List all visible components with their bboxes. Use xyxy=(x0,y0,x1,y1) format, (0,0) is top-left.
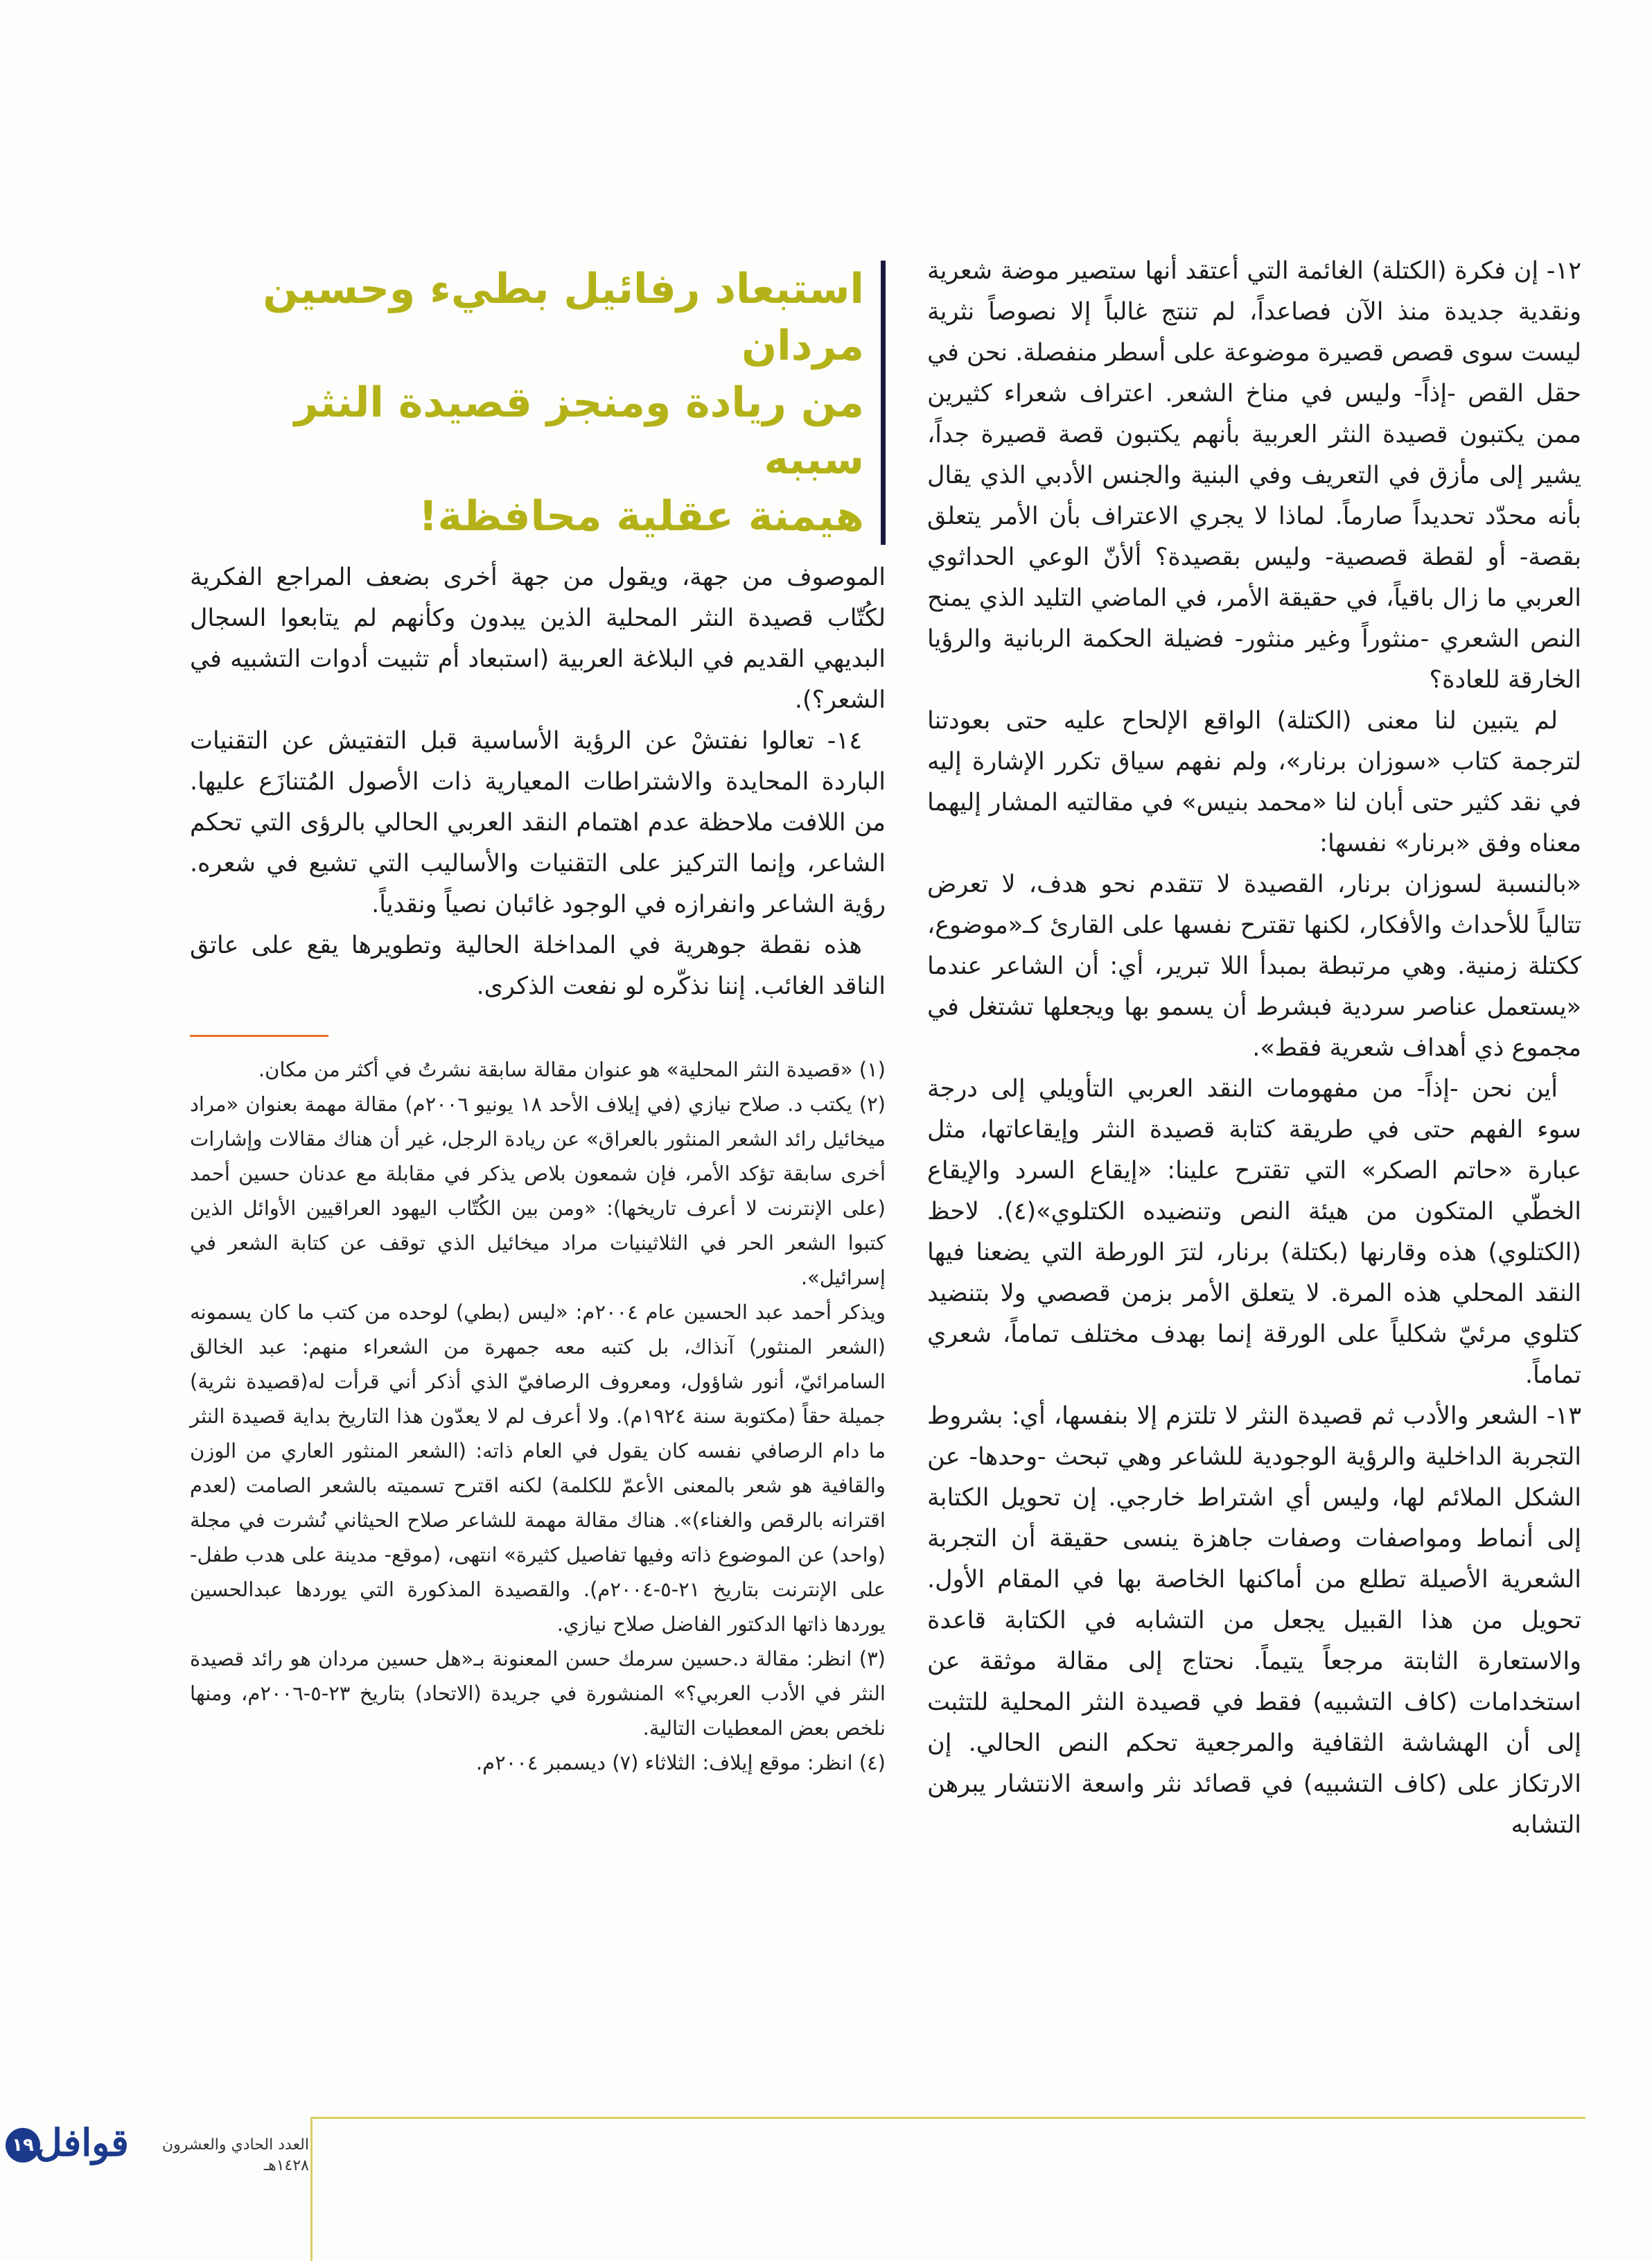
left-column xyxy=(190,261,886,1780)
footer-vertical-rule xyxy=(310,2117,313,2261)
headline-line-1: استبعاد رفائيل بطيء وحسين مردان xyxy=(263,265,864,370)
magazine-logo: قوافل xyxy=(35,2120,129,2165)
paragraph-kutla: لم يتبين لنا معنى (الكتلة) الواقع الإلحاح عليه حتى بعودتنا لترجمة كتاب «سوزان برنار»، ولم نفهم سياق تكرر الإشارة إليه في نقد كثير حتى أبان لنا «محمد بنيس» في مقالتيه المشار إليهما معناه وفق «برنار» نفسها: xyxy=(927,707,1581,857)
footnote-2-continued: ويذكر أحمد عبد الحسين عام ٢٠٠٤م: «ليس (بطي) لوحده من كتب ما كان يسمونه (الشعر المنثور) آنذاك، بل كتبه معه جمهرة من الشعراء منهم: عبد الخالق السامرائيّ، أنور شاؤول، ومعروف الرصافيّ الذي أذكر أني قرأت له(قصيدة نثرية) جميلة حقاً (مكتوبة سنة ١٩٢٤م). ولا أعرف لم لا يعدّون هذا التاريخ بداية قصيدة النثر ما دام الرصافي نفسه كان يقول في العام ذاته: (الشعر المنثور العاري من الوزن والقافية هو شعر بالمعنى الأعمّ للكلمة) لكنه اقترح تسميته بالشعر الصامت (لعدم اقترانه بالرقص والغناء)». هناك مقالة مهمة للشاعر صلاح الحيثاني نُشرت في مجلة (واحد) عن الموضوع ذاته وفيها تفاصيل كثيرة» انتهى، (موقع- مدينة على هدب طفل- على الإنترنت بتاريخ ٢١-٥-٢٠٠٤م). والقصيدة المذكورة التي يوردها عبدالحسين يوردها ذاتها الدكتور الفاضل صلاح نيازي. xyxy=(190,1300,886,1636)
paragraph-conclusion: هذه نقطة جوهرية في المداخلة الحالية وتطويرها يقع على عاتق الناقد الغائب. إننا نذكّره لو نفعت الذكرى. xyxy=(190,932,886,1000)
left-body xyxy=(190,557,886,1007)
paragraph-13: ١٣- الشعر والأدب ثم قصيدة النثر لا تلتزم إلا بنفسها، أي: بشروط التجربة الداخلية والرؤية الوجودية للشاعر وهي تبحث -وحدها- عن الشكل الملائم لها، وليس أي اشتراط خارجي. إن تحويل الكتابة إلى أنماط ومواصفات وصفات جاهزة ينسى حقيقة أن التجربة الشعرية الأصيلة تطلع من أماكنها الخاصة بها في المقام الأول. تحويل من هذا القبيل يجعل من التشابه في الكتابة قاعدة والاستعارة الثابتة مرجعاً يتيماً. نحتاج إلى مقالة موثقة عن استخدامات (كاف التشبيه) فقط في قصيدة النثر المحلية للتثبت إلى أن الهشاشة الثقافية والمرجعية تحكم النص الحالي. إن الارتكاز على (كاف التشبيه) في قصائد نثر واسعة الانتشار يبرهن التشابه xyxy=(927,1402,1581,1839)
footnote-1: (١) «قصيدة النثر المحلية» هو عنوان مقالة سابقة نشرتُ في أكثر من مكان. xyxy=(258,1058,886,1081)
headline-line-3: هيمنة عقلية محافظة! xyxy=(419,492,864,541)
footnote-2: (٢) يكتب د. صلاح نيازي (في إيلاف الأحد ١٨ يونيو ٢٠٠٦م) مقالة مهمة بعنوان «مراد ميخائيل رائد الشعر المنثور بالعراق» عن ريادة الرجل، غير أن هناك مقالات وإشارات أخرى سابقة تؤكد الأمر، فإن شمعون بلاص يذكر في مقابلة مع عدنان حسين أحمد (على الإنترنت لا أعرف تاريخها): «ومن بين الكُتّاب اليهود العراقيين الأوائل الذين كتبوا الشعر الحر في الثلاثينيات مراد ميخائيل الذي توقف عن كتابة الشعر في إسرائيل». xyxy=(190,1092,886,1289)
headline xyxy=(190,261,886,545)
page-number: ١٩ xyxy=(6,2128,40,2163)
footnotes xyxy=(190,1052,886,1780)
footnote-separator xyxy=(190,1035,328,1037)
right-column xyxy=(927,251,1581,1846)
paragraph-14: ١٤- تعالوا نفتشْ عن الرؤية الأساسية قبل التفتيش عن التقنيات الباردة المحايدة والاشتراطات المعيارية ذات الأصول المُتنازَع عليها. من اللافت ملاحظة عدم اهتمام النقد العربي الحالي بالرؤى التي تحكم الشاعر، وإنما التركيز على التقنيات والأساليب التي تشيع في شعره. رؤية الشاعر وانفرازه في الوجود غائبان نصياً ونقدياً. xyxy=(190,727,886,918)
page-footer xyxy=(0,2107,1652,2190)
paragraph-continued: الموصوف من جهة، ويقول من جهة أخرى بضعف المراجع الفكرية لكُتّاب قصيدة النثر المحلية الذين يبدون وكأنهم لم يتابعوا السجال البديهي القديم في البلاغة العربية (استبعاد أم تثبيت أدوات التشبيه في الشعر؟). xyxy=(190,564,886,714)
paragraph-12: ١٢- إن فكرة (الكتلة) الغائمة التي أعتقد أنها ستصير موضة شعرية ونقدية جديدة منذ الآن فصاعداً، لم تنتج غالباً إلا نصوصاً نثرية ليست سوى قصص قصيرة موضوعة على أسطر منفصلة. نحن في حقل القص -إذاً- وليس في مناخ الشعر. اعتراف شعراء كثيرين ممن يكتبون قصيدة النثر العربية بأنهم يكتبون قصة قصيرة جداً، يشير إلى مأزق في التعريف وفي البنية والجنس الأدبي الذي يقال بأنه محدّد تحديداً صارماً. لماذا لا يجري الاعتراف بأن الأمر يتعلق بقصة- أو لقطة قصصية- وليس بقصيدة؟ ألأنّ الوعي الحداثوي العربي ما زال باقياً، في حقيقة الأمر، في الماضي التليد الذي يمنح النص الشعري -منثوراً وغير منثور- فضيلة الحكمة الربانية والرؤيا الخارقة للعادة؟ xyxy=(927,257,1581,694)
paragraph-where-are-we: أين نحن -إذاً- من مفهومات النقد العربي التأويلي إلى درجة سوء الفهم حتى في طريقة كتابة قصيدة النثر وإيقاعاتها، مثل عبارة «حاتم الصكر» التي تقترح علينا: «إيقاع السرد والإيقاع الخطّي المتكون من هيئة النص وتنضيده الكتلوي»(٤). لاحظ (الكتلوي) هذه وقارنها (بكتلة) برنار، لترَ الورطة التي يضعنا فيها النقد المحلي هذه المرة. لا يتعلق الأمر بزمن قصصي ولا بتنضيد كتلوي مرئيّ شكلياً على الورقة إنما بهدف مختلف تماماً، شعري تماماً. xyxy=(927,1075,1581,1389)
quote-bernard: «بالنسبة لسوزان برنار، القصيدة لا تتقدم نحو هدف، لا تعرض تتالياً للأحداث والأفكار، لكنها تقترح نفسها على القارئ كـ«موضوع، ككتلة زمنية. وهي مرتبطة بمبدأ اللا تبرير، أي: أن الشاعر عندما «يستعمل عناصر سردية فبشرط أن يسمو بها ويجعلها تشتغل في مجموع ذي أهداف شعرية فقط». xyxy=(927,871,1581,1062)
issue-label: العدد الحادي والعشرون ١٤٢٨هـ xyxy=(161,2136,309,2174)
footnote-3: (٣) انظر: مقالة د.حسين سرمك حسن المعنونة بـ«هل حسين مردان هو رائد قصيدة النثر في الأدب العربي؟» المنشورة في جريدة (الاتحاد) بتاريخ ٢٣-٥-٢٠٠٦م، ومنها نلخص بعض المعطيات التالية. xyxy=(190,1647,886,1740)
footnote-4: (٤) انظر: موقع إيلاف: الثلاثاء (٧) ديسمبر ٢٠٠٤م. xyxy=(475,1751,886,1774)
footer-rule xyxy=(310,2117,1585,2119)
headline-line-2: من ريادة ومنجز قصيدة النثر سببه xyxy=(294,378,864,484)
